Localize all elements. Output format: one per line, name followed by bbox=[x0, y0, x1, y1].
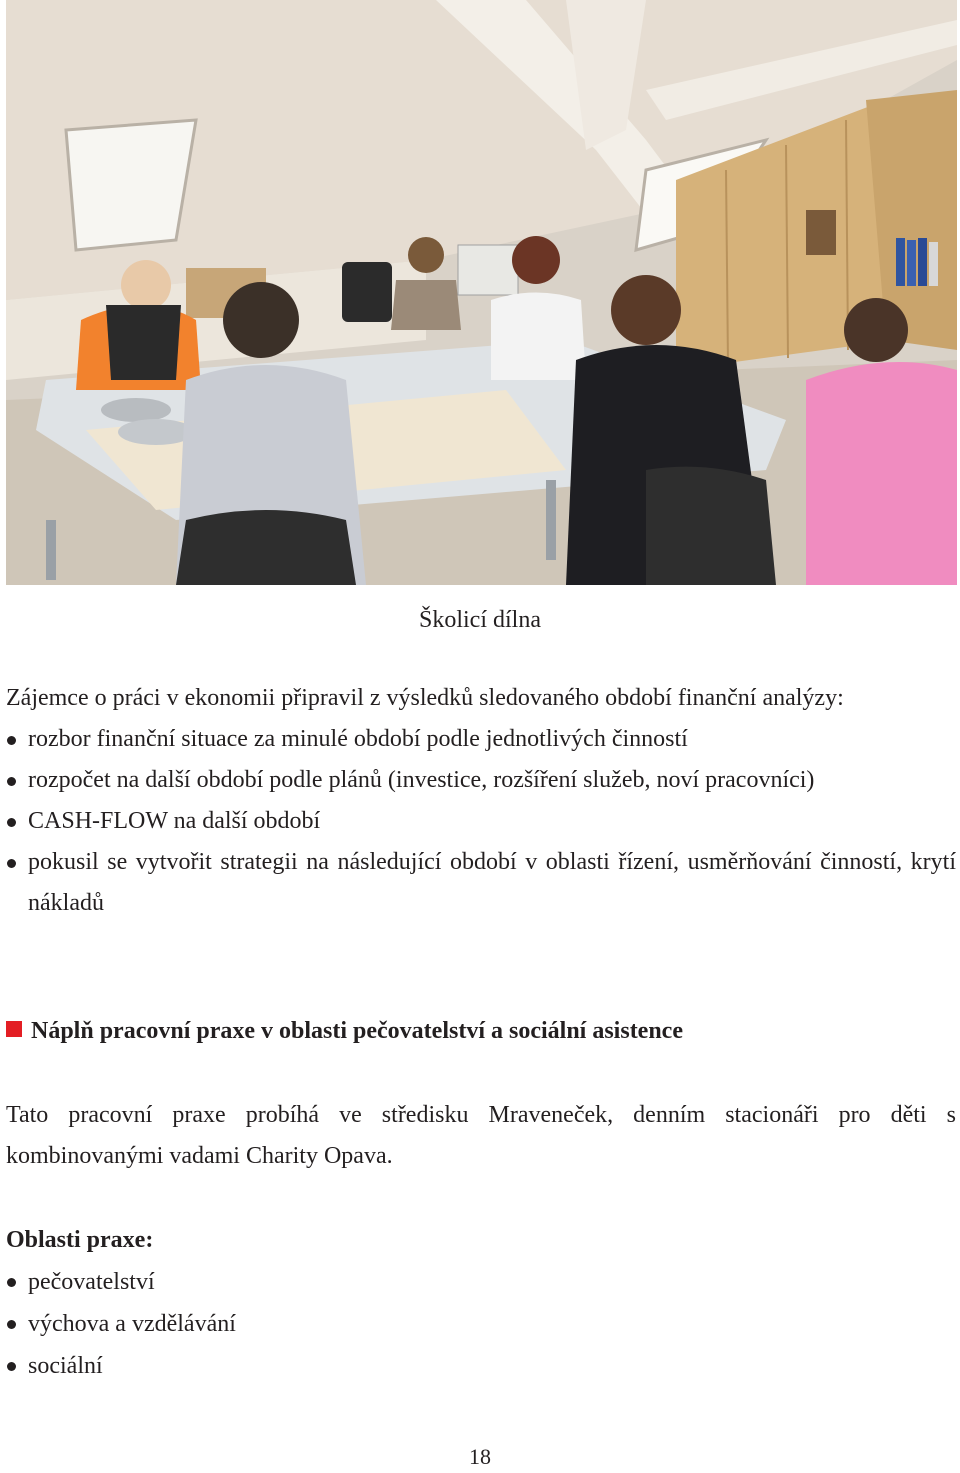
workshop-photo bbox=[6, 0, 957, 585]
section-heading-text: Náplň pracovní praxe v oblasti pečovatelství a sociální asistence bbox=[31, 1018, 683, 1044]
intro-section bbox=[6, 678, 956, 924]
red-square-icon bbox=[6, 1021, 22, 1037]
practice-areas bbox=[6, 1261, 956, 1387]
list-item: pokusil se vytvořit strategii na následující období v oblasti řízení, usměrňování činností, krytí nákladů bbox=[6, 842, 956, 924]
practice-areas-heading: Oblasti praxe: bbox=[6, 1227, 154, 1253]
intro-bullet-list bbox=[6, 719, 956, 924]
list-item: CASH-FLOW na další období bbox=[6, 801, 956, 842]
list-item: rozbor finanční situace za minulé období podle jednotlivých činností bbox=[6, 719, 956, 760]
photo-caption: Školicí dílna bbox=[419, 607, 541, 633]
section-paragraph-block bbox=[6, 1095, 956, 1177]
practice-areas-list bbox=[6, 1261, 956, 1387]
list-item: pečovatelství bbox=[6, 1261, 956, 1303]
list-item: rozpočet na další období podle plánů (investice, rozšíření služeb, noví pracovníci) bbox=[6, 760, 956, 801]
intro-paragraph: Zájemce o práci v ekonomii připravil z výsledků sledovaného období finanční analýzy: bbox=[6, 685, 844, 711]
section-paragraph: Tato pracovní praxe probíhá ve středisku Mraveneček, denním stacionáři pro děti s kombinovanými vadami Charity Opava. bbox=[6, 1102, 956, 1169]
list-item: výchova a vzdělávání bbox=[6, 1303, 956, 1345]
page-number: 18 bbox=[469, 1444, 491, 1469]
section-heading bbox=[6, 1013, 683, 1049]
list-item: sociální bbox=[6, 1345, 956, 1387]
